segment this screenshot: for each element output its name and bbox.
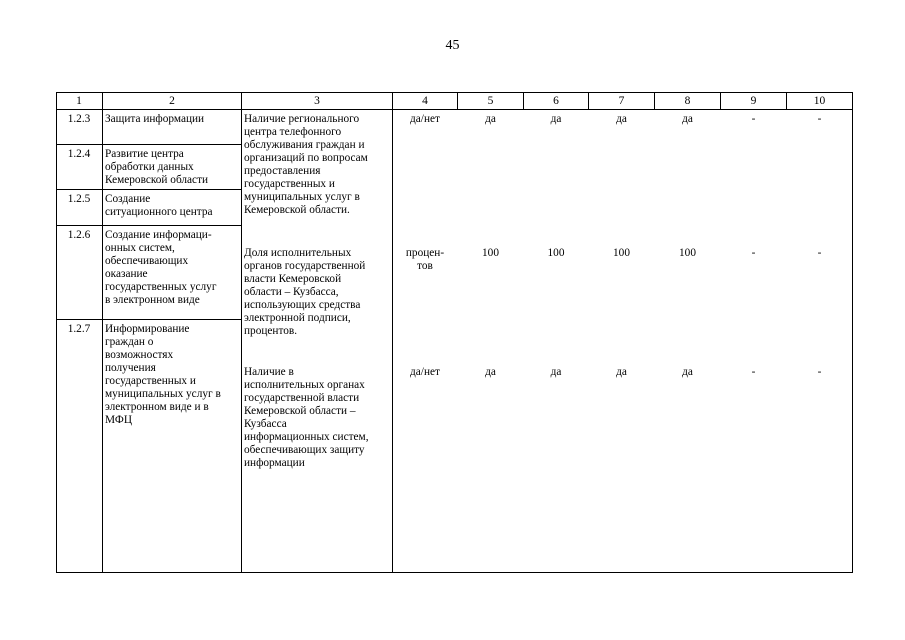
indicator-value: 100 (482, 247, 499, 259)
header-cell: 10 (813, 95, 826, 107)
task-number: 1.2.5 (67, 193, 91, 205)
indicator-value: - (817, 247, 822, 259)
indicator-value: - (817, 366, 822, 378)
row-divider (56, 225, 242, 226)
page-number: 45 (445, 38, 460, 53)
indicator-value: да (682, 366, 693, 378)
table-bottom-border (56, 572, 853, 573)
header-cell: 7 (618, 95, 625, 107)
indicator-name: Наличие регионального центра телефонного обслуживания граждан и организаций по вопросам предоставления государственных и муниципальных услуг в Кемеровской области. (244, 113, 368, 216)
indicator-value: да (550, 113, 562, 125)
header-bottom-border (56, 109, 853, 110)
header-cell: 3 (314, 95, 320, 107)
indicator-value: - (817, 113, 822, 125)
indicator-name: Наличие в исполнительных органах государственной власти Кемеровской области – Кузбасса информационных систем, обеспечивающих защиту информации (244, 366, 369, 469)
column-divider (852, 92, 853, 573)
indicator-value: 100 (613, 247, 630, 259)
indicator-unit: да/нет (410, 366, 440, 378)
task-name: Защита информации (105, 113, 205, 125)
indicators-table (56, 92, 853, 573)
task-number: 1.2.3 (67, 113, 91, 125)
indicator-value: да (485, 113, 496, 125)
task-name: Развитие центра обработки данных Кемеровской области (105, 148, 209, 186)
indicator-unit: процен- тов (405, 247, 445, 272)
task-name: Создание ситуационного центра (105, 193, 213, 218)
row-divider (56, 144, 242, 145)
indicator-value: 100 (547, 247, 565, 259)
indicator-unit: да/нет (410, 113, 440, 125)
header-cell: 5 (487, 95, 494, 107)
indicator-value: - (751, 113, 756, 125)
row-divider (56, 319, 242, 320)
header-cell: 8 (684, 95, 691, 107)
header-cell: 9 (750, 95, 757, 107)
indicator-value: да (550, 366, 562, 378)
indicator-value: - (751, 247, 756, 259)
task-number: 1.2.4 (67, 148, 91, 160)
indicator-value: - (751, 366, 756, 378)
indicator-value: да (616, 366, 627, 378)
header-cell: 6 (553, 95, 559, 107)
task-number: 1.2.7 (67, 323, 91, 335)
indicator-value: 100 (679, 247, 696, 259)
header-cell: 1 (76, 95, 82, 107)
indicator-name: Доля исполнительных органов государственной власти Кемеровской области – Кузбасса, использующих средства электронной подписи, процентов. (244, 247, 366, 337)
task-name: Создание информаци- онных систем, обеспечивающих оказание государственных услуг в электронном виде (105, 229, 217, 306)
task-name: Информирование граждан о возможностях получения государственных и муниципальных услуг в электронном виде и в МФЦ (105, 323, 221, 426)
task-number: 1.2.6 (67, 229, 91, 241)
indicator-value: да (485, 366, 496, 378)
column-divider (241, 92, 242, 573)
indicator-value: да (616, 113, 627, 125)
header-cell: 2 (169, 95, 175, 107)
column-divider (392, 92, 393, 573)
row-divider (56, 189, 242, 190)
indicator-value: да (682, 113, 693, 125)
header-cell: 4 (422, 95, 428, 107)
column-divider (102, 92, 103, 573)
